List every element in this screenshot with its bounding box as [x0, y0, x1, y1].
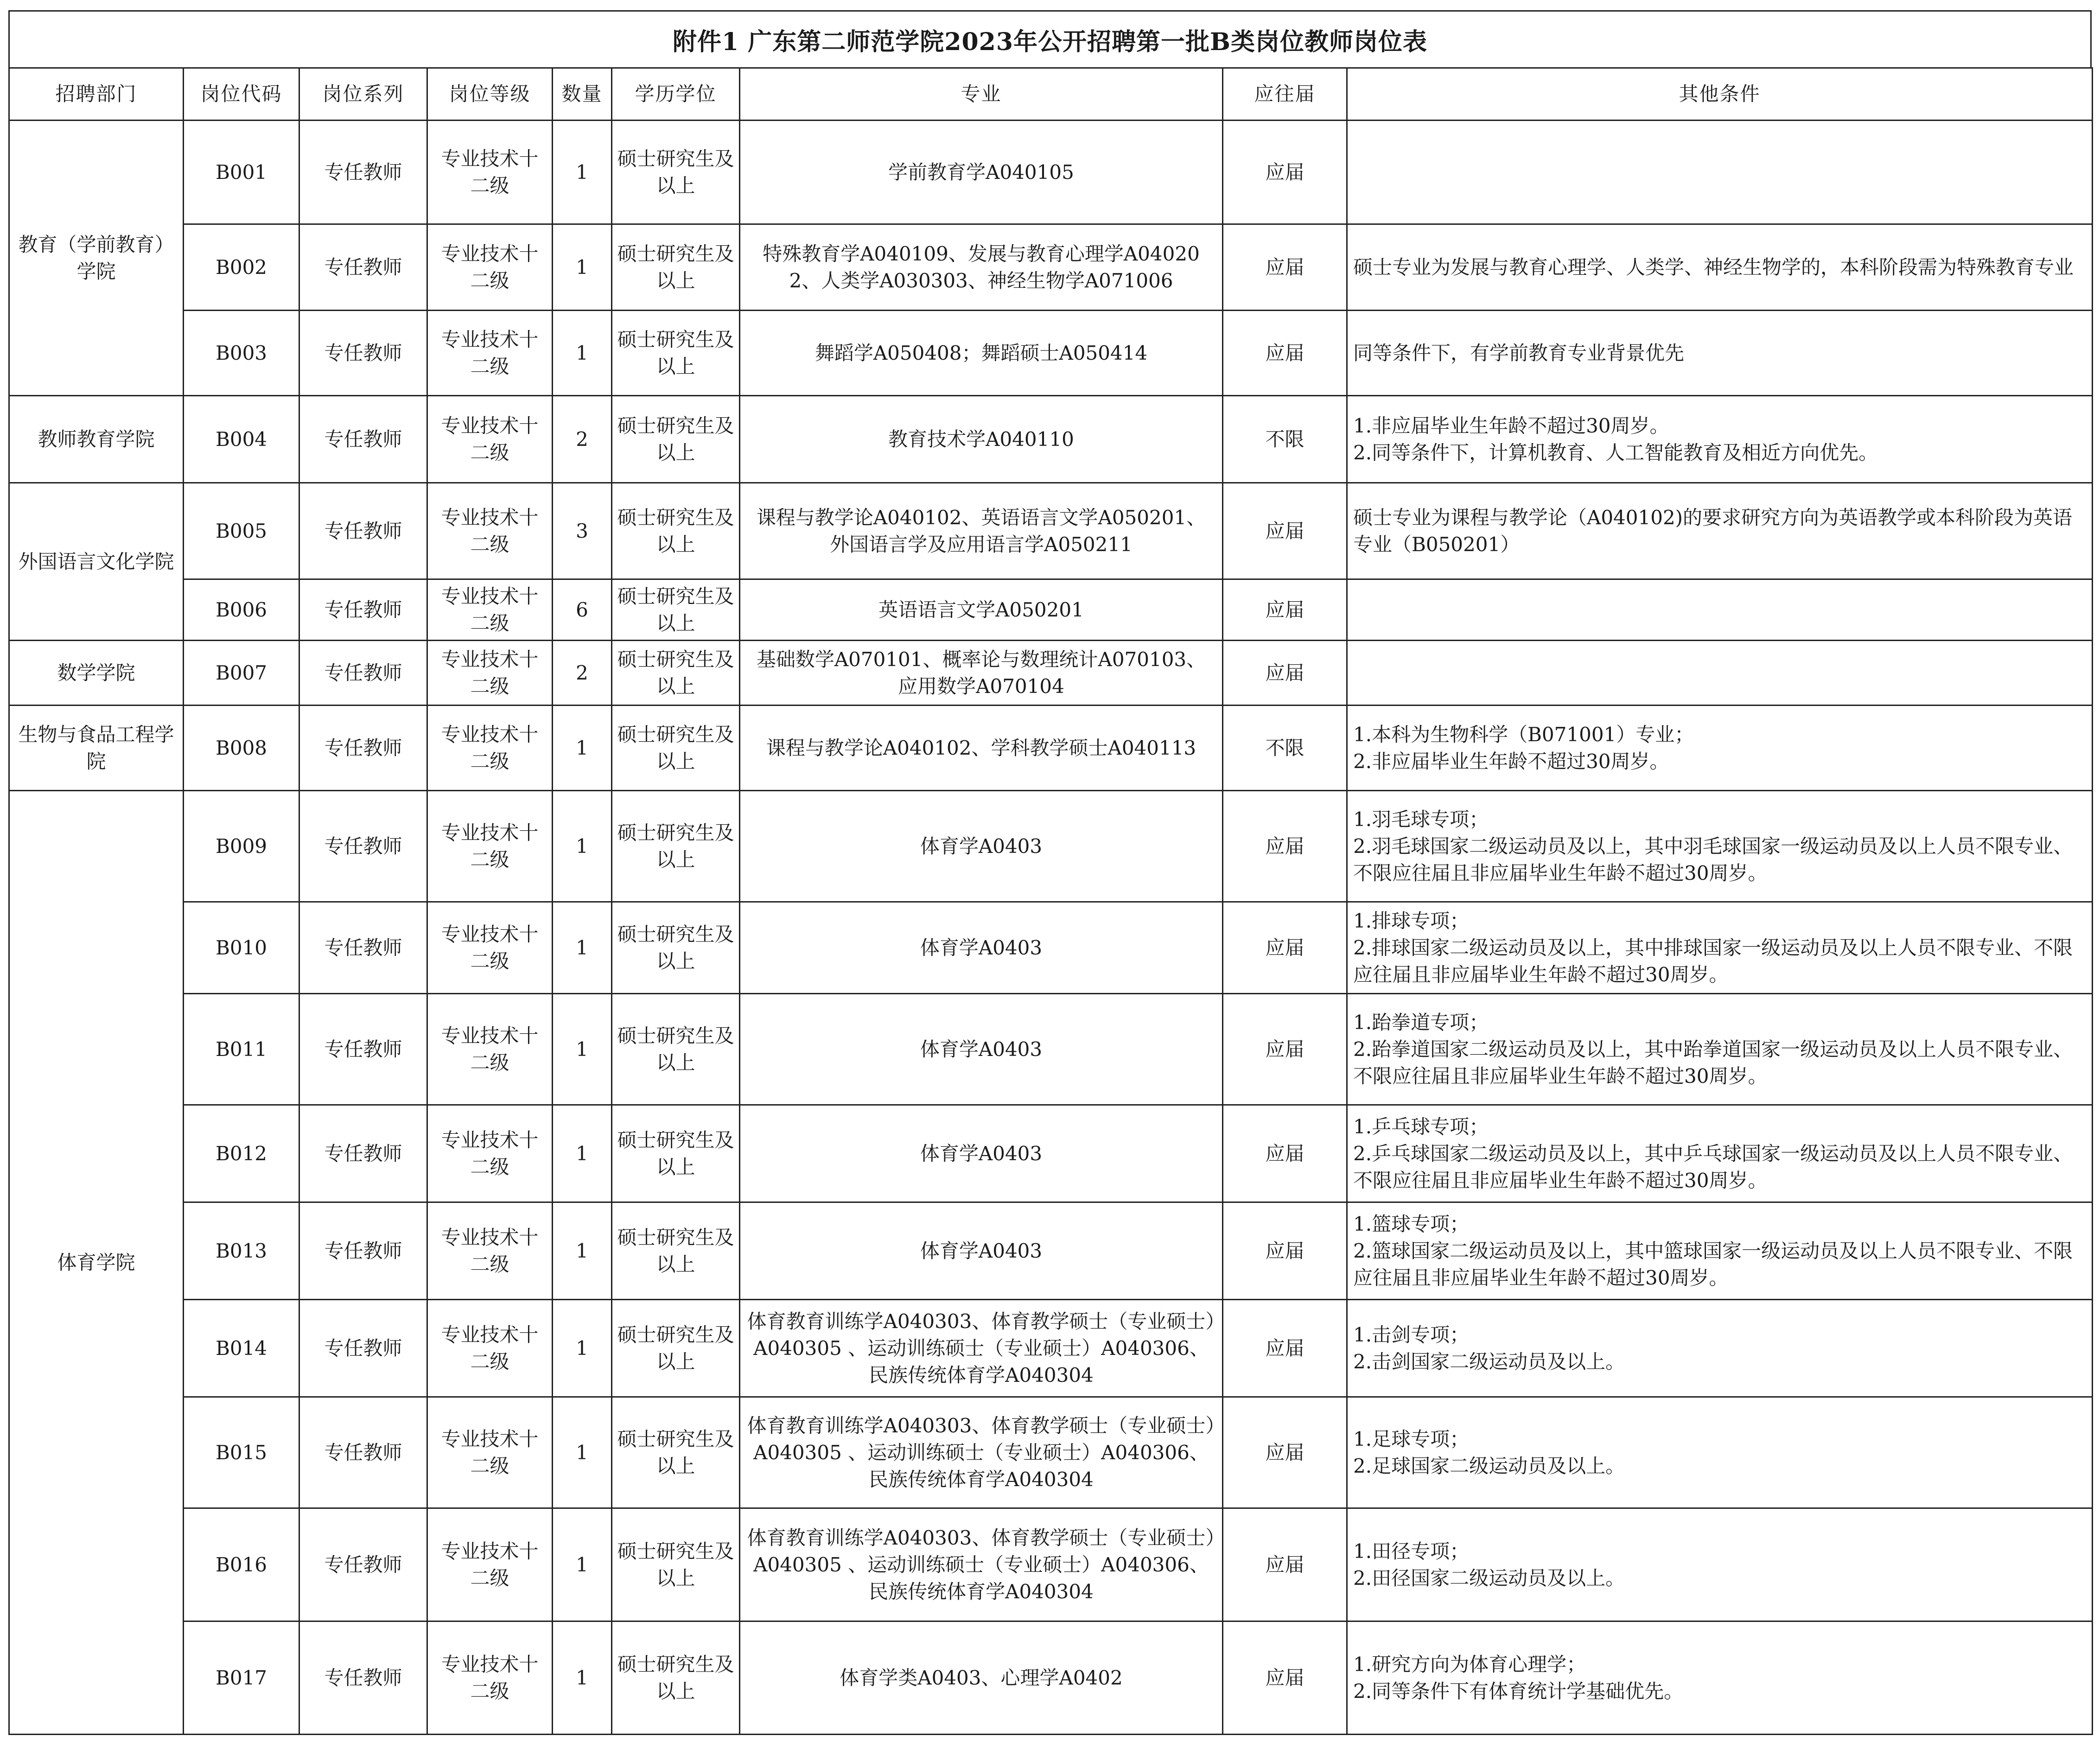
series-cell: 专任教师: [299, 1202, 427, 1300]
code-cell: B010: [184, 902, 299, 994]
code-cell: B017: [184, 1621, 299, 1735]
header-dept: 招聘部门: [9, 68, 184, 121]
condition-line: 1.研究方向为体育心理学；: [1353, 1653, 1586, 1676]
edu-cell: 硕士研究生及以上: [612, 994, 740, 1105]
code-cell: B013: [184, 1202, 299, 1300]
major-cell: 体育教育训练学A040303、体育教学硕士（专业硕士）A040305 、运动训练硕士（专业硕士）A040306、民族传统体育学A040304: [740, 1508, 1223, 1621]
edu-cell: 硕士研究生及以上: [612, 483, 740, 579]
table-row: [9, 791, 2093, 902]
fresh-cell: 不限: [1223, 396, 1347, 483]
condition-line: 1.非应届毕业生年龄不超过30周岁。: [1353, 414, 1669, 437]
count-cell: 1: [553, 224, 612, 311]
dept-cell: 数学学院: [9, 641, 184, 706]
table-body: [9, 121, 2093, 1735]
fresh-cell: 应届: [1223, 1202, 1347, 1300]
header-major: 专业: [740, 68, 1223, 121]
grade-cell: 专业技术十二级: [427, 1508, 553, 1621]
fresh-cell: 应届: [1223, 641, 1347, 706]
conditions-cell: [1347, 579, 2093, 641]
grade-cell: 专业技术十二级: [427, 396, 553, 483]
count-cell: 1: [553, 1202, 612, 1300]
grade-cell: 专业技术十二级: [427, 224, 553, 311]
grade-cell: 专业技术十二级: [427, 902, 553, 994]
edu-cell: 硕士研究生及以上: [612, 121, 740, 224]
grade-cell: 专业技术十二级: [427, 1300, 553, 1397]
code-cell: B008: [184, 706, 299, 791]
dept-cell: 外国语言文化学院: [9, 483, 184, 641]
table-row: [9, 994, 2093, 1105]
count-cell: 1: [553, 994, 612, 1105]
count-cell: 1: [553, 1105, 612, 1202]
condition-line: 1.排球专项；: [1353, 909, 1470, 932]
count-cell: 1: [553, 121, 612, 224]
code-cell: B007: [184, 641, 299, 706]
count-cell: 1: [553, 902, 612, 994]
code-cell: B001: [184, 121, 299, 224]
major-cell: 课程与教学论A040102、英语语言文学A050201、外国语言学及应用语言学A050211: [740, 483, 1223, 579]
major-cell: 基础数学A070101、概率论与数理统计A070103、应用数学A070104: [740, 641, 1223, 706]
edu-cell: 硕士研究生及以上: [612, 902, 740, 994]
code-cell: B002: [184, 224, 299, 311]
conditions-cell: [1347, 121, 2093, 224]
header-row: [9, 68, 2093, 121]
condition-line: 2.击剑国家二级运动员及以上。: [1353, 1350, 1625, 1373]
grade-cell: 专业技术十二级: [427, 311, 553, 396]
major-cell: 体育学类A0403、心理学A0402: [740, 1621, 1223, 1735]
edu-cell: 硕士研究生及以上: [612, 1300, 740, 1397]
condition-line: 2.同等条件下有体育统计学基础优先。: [1353, 1679, 1684, 1703]
series-cell: 专任教师: [299, 994, 427, 1105]
series-cell: 专任教师: [299, 791, 427, 902]
dept-cell: 教育（学前教育）学院: [9, 121, 184, 396]
table-row: [9, 1202, 2093, 1300]
grade-cell: 专业技术十二级: [427, 1621, 553, 1735]
code-cell: B014: [184, 1300, 299, 1397]
major-cell: 体育学A0403: [740, 902, 1223, 994]
series-cell: 专任教师: [299, 641, 427, 706]
series-cell: 专任教师: [299, 706, 427, 791]
grade-cell: 专业技术十二级: [427, 121, 553, 224]
conditions-cell: [1347, 396, 2093, 483]
series-cell: 专任教师: [299, 224, 427, 311]
code-cell: B006: [184, 579, 299, 641]
table-row: [9, 706, 2093, 791]
condition-line: 同等条件下，有学前教育专业背景优先: [1353, 341, 1685, 364]
condition-line: 1.田径专项；: [1353, 1539, 1470, 1563]
count-cell: 2: [553, 396, 612, 483]
series-cell: 专任教师: [299, 902, 427, 994]
count-cell: 2: [553, 641, 612, 706]
page-title: 附件1 广东第二师范学院2023年公开招聘第一批B类岗位教师岗位表: [8, 10, 2092, 67]
code-cell: B009: [184, 791, 299, 902]
code-cell: B016: [184, 1508, 299, 1621]
series-cell: 专任教师: [299, 1508, 427, 1621]
fresh-cell: 不限: [1223, 706, 1347, 791]
major-cell: 特殊教育学A040109、发展与教育心理学A040202、人类学A030303、神经生物学A071006: [740, 224, 1223, 311]
table-row: [9, 902, 2093, 994]
major-cell: 体育教育训练学A040303、体育教学硕士（专业硕士）A040305 、运动训练硕士（专业硕士）A040306、民族传统体育学A040304: [740, 1300, 1223, 1397]
table-row: [9, 579, 2093, 641]
major-cell: 舞蹈学A050408；舞蹈硕士A050414: [740, 311, 1223, 396]
fresh-cell: 应届: [1223, 994, 1347, 1105]
job-table: [8, 67, 2093, 1735]
table-row: [9, 224, 2093, 311]
table-row: [9, 1621, 2093, 1735]
grade-cell: 专业技术十二级: [427, 1397, 553, 1508]
condition-line: 2.非应届毕业生年龄不超过30周岁。: [1353, 750, 1669, 773]
major-cell: 课程与教学论A040102、学科教学硕士A040113: [740, 706, 1223, 791]
grade-cell: 专业技术十二级: [427, 579, 553, 641]
condition-line: 1.足球专项；: [1353, 1427, 1470, 1450]
count-cell: 1: [553, 1621, 612, 1735]
table-row: [9, 1300, 2093, 1397]
major-cell: 体育学A0403: [740, 1105, 1223, 1202]
dept-cell: 生物与食品工程学院: [9, 706, 184, 791]
edu-cell: 硕士研究生及以上: [612, 791, 740, 902]
fresh-cell: 应届: [1223, 483, 1347, 579]
major-cell: 教育技术学A040110: [740, 396, 1223, 483]
code-cell: B005: [184, 483, 299, 579]
condition-line: 2.田径国家二级运动员及以上。: [1353, 1566, 1625, 1589]
grade-cell: 专业技术十二级: [427, 1105, 553, 1202]
fresh-cell: 应届: [1223, 1397, 1347, 1508]
major-cell: 体育教育训练学A040303、体育教学硕士（专业硕士）A040305 、运动训练硕士（专业硕士）A040306、民族传统体育学A040304: [740, 1397, 1223, 1508]
condition-line: 2.足球国家二级运动员及以上。: [1353, 1454, 1625, 1477]
conditions-cell: [1347, 706, 2093, 791]
fresh-cell: 应届: [1223, 791, 1347, 902]
header-count: 数量: [553, 68, 612, 121]
header-grade: 岗位等级: [427, 68, 553, 121]
series-cell: 专任教师: [299, 396, 427, 483]
condition-line: 1.击剑专项；: [1353, 1323, 1470, 1346]
fresh-cell: 应届: [1223, 1105, 1347, 1202]
condition-line: 2.篮球国家二级运动员及以上，其中篮球国家一级运动员及以上人员不限专业、不限应往届且非应届毕业生年龄不超过30周岁。: [1353, 1239, 2073, 1289]
table-row: [9, 483, 2093, 579]
conditions-cell: [1347, 641, 2093, 706]
condition-line: 2.跆拳道国家二级运动员及以上，其中跆拳道国家一级运动员及以上人员不限专业、不限应往届且非应届毕业生年龄不超过30周岁。: [1353, 1037, 2073, 1087]
edu-cell: 硕士研究生及以上: [612, 706, 740, 791]
conditions-cell: [1347, 1202, 2093, 1300]
header-code: 岗位代码: [184, 68, 299, 121]
fresh-cell: 应届: [1223, 224, 1347, 311]
code-cell: B003: [184, 311, 299, 396]
condition-line: 1.篮球专项；: [1353, 1212, 1470, 1235]
code-cell: B015: [184, 1397, 299, 1508]
fresh-cell: 应届: [1223, 1508, 1347, 1621]
table-row: [9, 641, 2093, 706]
table-row: [9, 1508, 2093, 1621]
series-cell: 专任教师: [299, 121, 427, 224]
conditions-cell: [1347, 902, 2093, 994]
grade-cell: 专业技术十二级: [427, 706, 553, 791]
grade-cell: 专业技术十二级: [427, 1202, 553, 1300]
count-cell: 6: [553, 579, 612, 641]
header-edu: 学历学位: [612, 68, 740, 121]
table-row: [9, 311, 2093, 396]
count-cell: 1: [553, 791, 612, 902]
conditions-cell: [1347, 1300, 2093, 1397]
conditions-cell: [1347, 791, 2093, 902]
conditions-cell: [1347, 483, 2093, 579]
edu-cell: 硕士研究生及以上: [612, 311, 740, 396]
code-cell: B004: [184, 396, 299, 483]
series-cell: 专任教师: [299, 483, 427, 579]
header-cond: 其他条件: [1347, 68, 2093, 121]
condition-line: 2.乒乓球国家二级运动员及以上，其中乒乓球国家一级运动员及以上人员不限专业、不限应往届且非应届毕业生年龄不超过30周岁。: [1353, 1142, 2073, 1192]
count-cell: 1: [553, 706, 612, 791]
conditions-cell: [1347, 224, 2093, 311]
condition-line: 2.羽毛球国家二级运动员及以上，其中羽毛球国家一级运动员及以上人员不限专业、不限应往届且非应届毕业生年龄不超过30周岁。: [1353, 834, 2073, 884]
dept-cell: 教师教育学院: [9, 396, 184, 483]
edu-cell: 硕士研究生及以上: [612, 1202, 740, 1300]
conditions-cell: [1347, 1621, 2093, 1735]
edu-cell: 硕士研究生及以上: [612, 641, 740, 706]
condition-line: 2.同等条件下，计算机教育、人工智能教育及相近方向优先。: [1353, 441, 1878, 464]
condition-line: 1.本科为生物科学（B071001）专业；: [1353, 723, 1694, 746]
series-cell: 专任教师: [299, 1105, 427, 1202]
major-cell: 学前教育学A040105: [740, 121, 1223, 224]
series-cell: 专任教师: [299, 311, 427, 396]
conditions-cell: [1347, 1105, 2093, 1202]
conditions-cell: [1347, 1397, 2093, 1508]
edu-cell: 硕士研究生及以上: [612, 1508, 740, 1621]
edu-cell: 硕士研究生及以上: [612, 224, 740, 311]
table-row: [9, 1397, 2093, 1508]
edu-cell: 硕士研究生及以上: [612, 1397, 740, 1508]
count-cell: 1: [553, 311, 612, 396]
table-row: [9, 121, 2093, 224]
dept-cell: 体育学院: [9, 791, 184, 1735]
series-cell: 专任教师: [299, 1397, 427, 1508]
grade-cell: 专业技术十二级: [427, 994, 553, 1105]
edu-cell: 硕士研究生及以上: [612, 1621, 740, 1735]
grade-cell: 专业技术十二级: [427, 641, 553, 706]
series-cell: 专任教师: [299, 1300, 427, 1397]
condition-line: 硕士专业为课程与教学论（A040102)的要求研究方向为英语教学或本科阶段为英语专业（B050201）: [1353, 506, 2073, 556]
edu-cell: 硕士研究生及以上: [612, 1105, 740, 1202]
series-cell: 专任教师: [299, 1621, 427, 1735]
series-cell: 专任教师: [299, 579, 427, 641]
condition-line: 2.排球国家二级运动员及以上，其中排球国家一级运动员及以上人员不限专业、不限应往届且非应届毕业生年龄不超过30周岁。: [1353, 936, 2073, 986]
count-cell: 1: [553, 1300, 612, 1397]
edu-cell: 硕士研究生及以上: [612, 579, 740, 641]
edu-cell: 硕士研究生及以上: [612, 396, 740, 483]
major-cell: 体育学A0403: [740, 994, 1223, 1105]
condition-line: 硕士专业为发展与教育心理学、人类学、神经生物学的，本科阶段需为特殊教育专业: [1353, 255, 2074, 279]
major-cell: 体育学A0403: [740, 791, 1223, 902]
fresh-cell: 应届: [1223, 121, 1347, 224]
condition-line: 1.羽毛球专项；: [1353, 807, 1489, 831]
table-row: [9, 396, 2093, 483]
fresh-cell: 应届: [1223, 1300, 1347, 1397]
condition-line: 1.乒乓球专项；: [1353, 1115, 1489, 1138]
code-cell: B012: [184, 1105, 299, 1202]
fresh-cell: 应届: [1223, 311, 1347, 396]
fresh-cell: 应届: [1223, 902, 1347, 994]
major-cell: 英语语言文学A050201: [740, 579, 1223, 641]
fresh-cell: 应届: [1223, 579, 1347, 641]
table-row: [9, 1105, 2093, 1202]
count-cell: 3: [553, 483, 612, 579]
fresh-cell: 应届: [1223, 1621, 1347, 1735]
count-cell: 1: [553, 1508, 612, 1621]
conditions-cell: [1347, 311, 2093, 396]
grade-cell: 专业技术十二级: [427, 483, 553, 579]
document-page: [8, 10, 2092, 1735]
code-cell: B011: [184, 994, 299, 1105]
conditions-cell: [1347, 1508, 2093, 1621]
major-cell: 体育学A0403: [740, 1202, 1223, 1300]
conditions-cell: [1347, 994, 2093, 1105]
grade-cell: 专业技术十二级: [427, 791, 553, 902]
condition-line: 1.跆拳道专项；: [1353, 1011, 1489, 1034]
header-fresh: 应往届: [1223, 68, 1347, 121]
count-cell: 1: [553, 1397, 612, 1508]
header-series: 岗位系列: [299, 68, 427, 121]
